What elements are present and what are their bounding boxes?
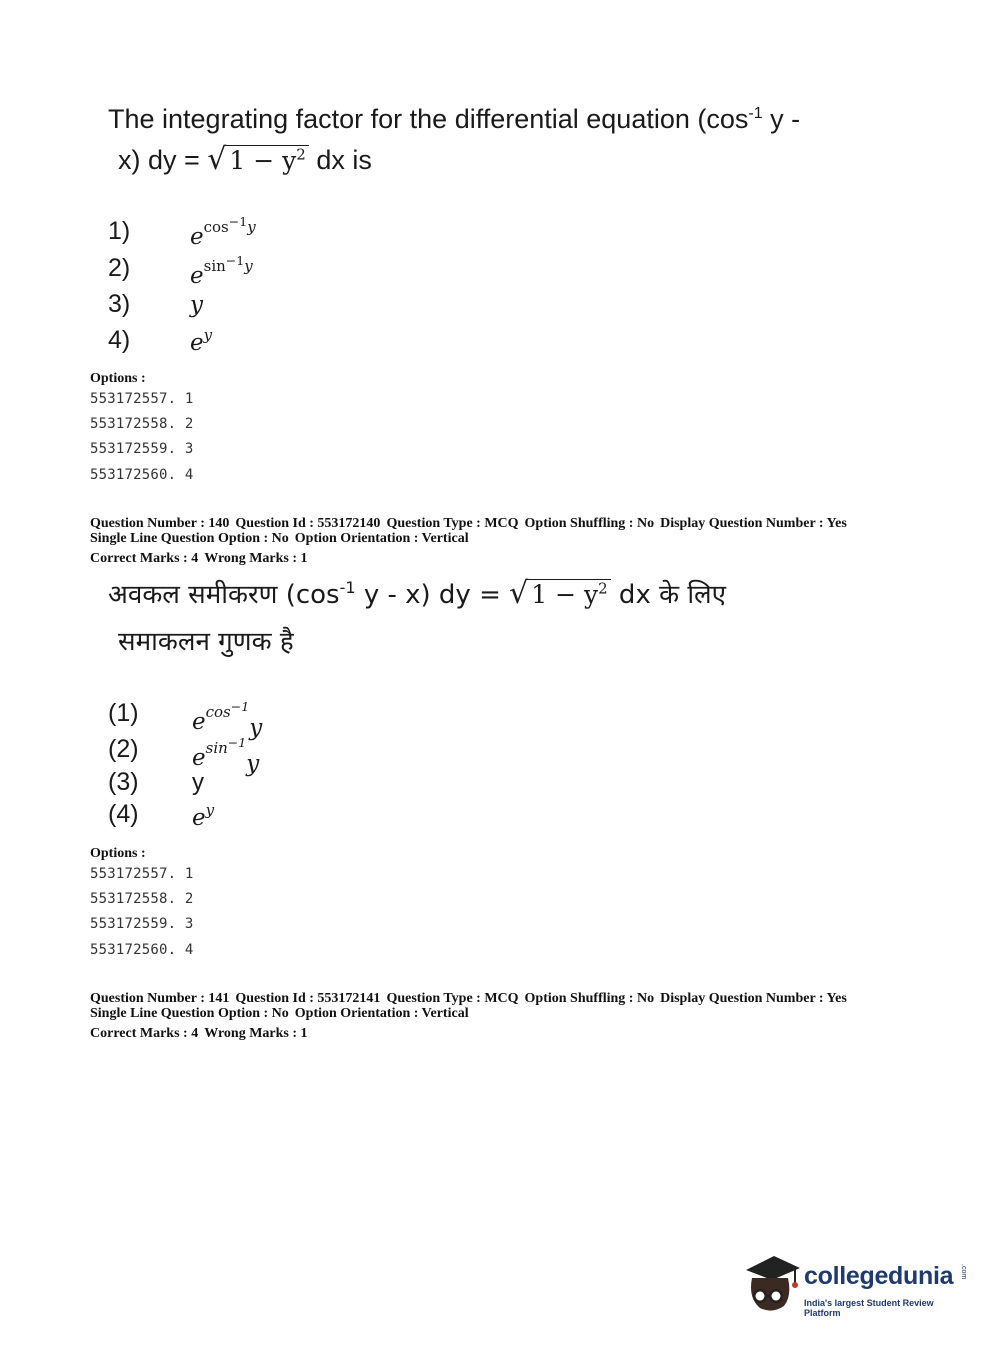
option-item: 553172558. 2 [90,416,194,432]
q2-choice-number: (4) [108,800,139,828]
q1-choice-3-math: y [190,292,203,318]
q2-choice-number: (1) [108,699,139,727]
q1-choice-2-math: $e^{sin^{-1}y}$ [190,253,253,289]
q1-choice-number: 1) [108,217,131,245]
question-meta-140: Question Number : 140 Question Id : 553172140 Question Type : MCQ Option Shuffling : No Display Question Number : Yes Single Line Question Option : No Option Orientation : Vertical Correct Marks : 4 Wrong Marks : 1 [90,516,847,566]
option-item: 553172559. 3 [90,441,194,457]
collegedunia-logo[interactable] [742,1248,972,1320]
q1-choice-4-math: $e^y$ [190,326,213,356]
option-item: 553172558. 2 [90,891,194,907]
option-item: 553172560. 4 [90,942,194,958]
q2-choice-4-math: $e^y$ [192,801,215,831]
option-item: 553172557. 1 [90,866,194,882]
sqrt-expression: √ $1 - y^2$ [207,142,309,177]
question-1-line-2: x) dy = √ $1 - y^2$ dx is [118,142,372,177]
question-meta-141: Question Number : 141 Question Id : 553172141 Question Type : MCQ Option Shuffling : No Display Question Number : Yes Single Line Question Option : No Option Orientation : Vertical Correct Marks : 4 Wrong Marks : 1 [90,991,847,1041]
logo-tagline: India's largest Student Review Platform [804,1298,934,1318]
question-1-line-1: The integrating factor for the differential equation ($\cos^{-1}$ y - [108,104,801,134]
question-2-line-1: अवकल समीकरण ($\cos^{-1}$ y - x) dy = √ $1 - y^2$ dx के लिए [108,576,727,611]
q2-choice-3-math: y [192,769,204,796]
options-label: Options : [90,846,146,861]
q2-choice-2-math: $e^{sin^{-1}}y$ [192,735,260,777]
question-2-line-2: समाकलन गुणक है [118,627,294,657]
q1-choice-number: 2) [108,254,131,282]
q1-choice-1-math: $e^{cos^{-1}y}$ [190,214,256,250]
q2-choice-1-math: $e^{cos^{-1}}y$ [192,699,263,741]
option-item: 553172557. 1 [90,391,194,407]
student-mascot-icon [742,1252,802,1314]
q1-choice-number: 4) [108,326,131,354]
options-label: Options : [90,371,146,386]
option-item: 553172559. 3 [90,916,194,932]
q1-choice-number: 3) [108,290,131,318]
logo-wordmark: collegedunia [804,1262,954,1290]
q2-choice-number: (3) [108,768,139,796]
q2-choice-number: (2) [108,735,139,763]
option-item: 553172560. 4 [90,467,194,483]
sqrt-expression: √ $1 - y^2$ [509,576,611,611]
logo-dotcom: .com [960,1264,967,1280]
